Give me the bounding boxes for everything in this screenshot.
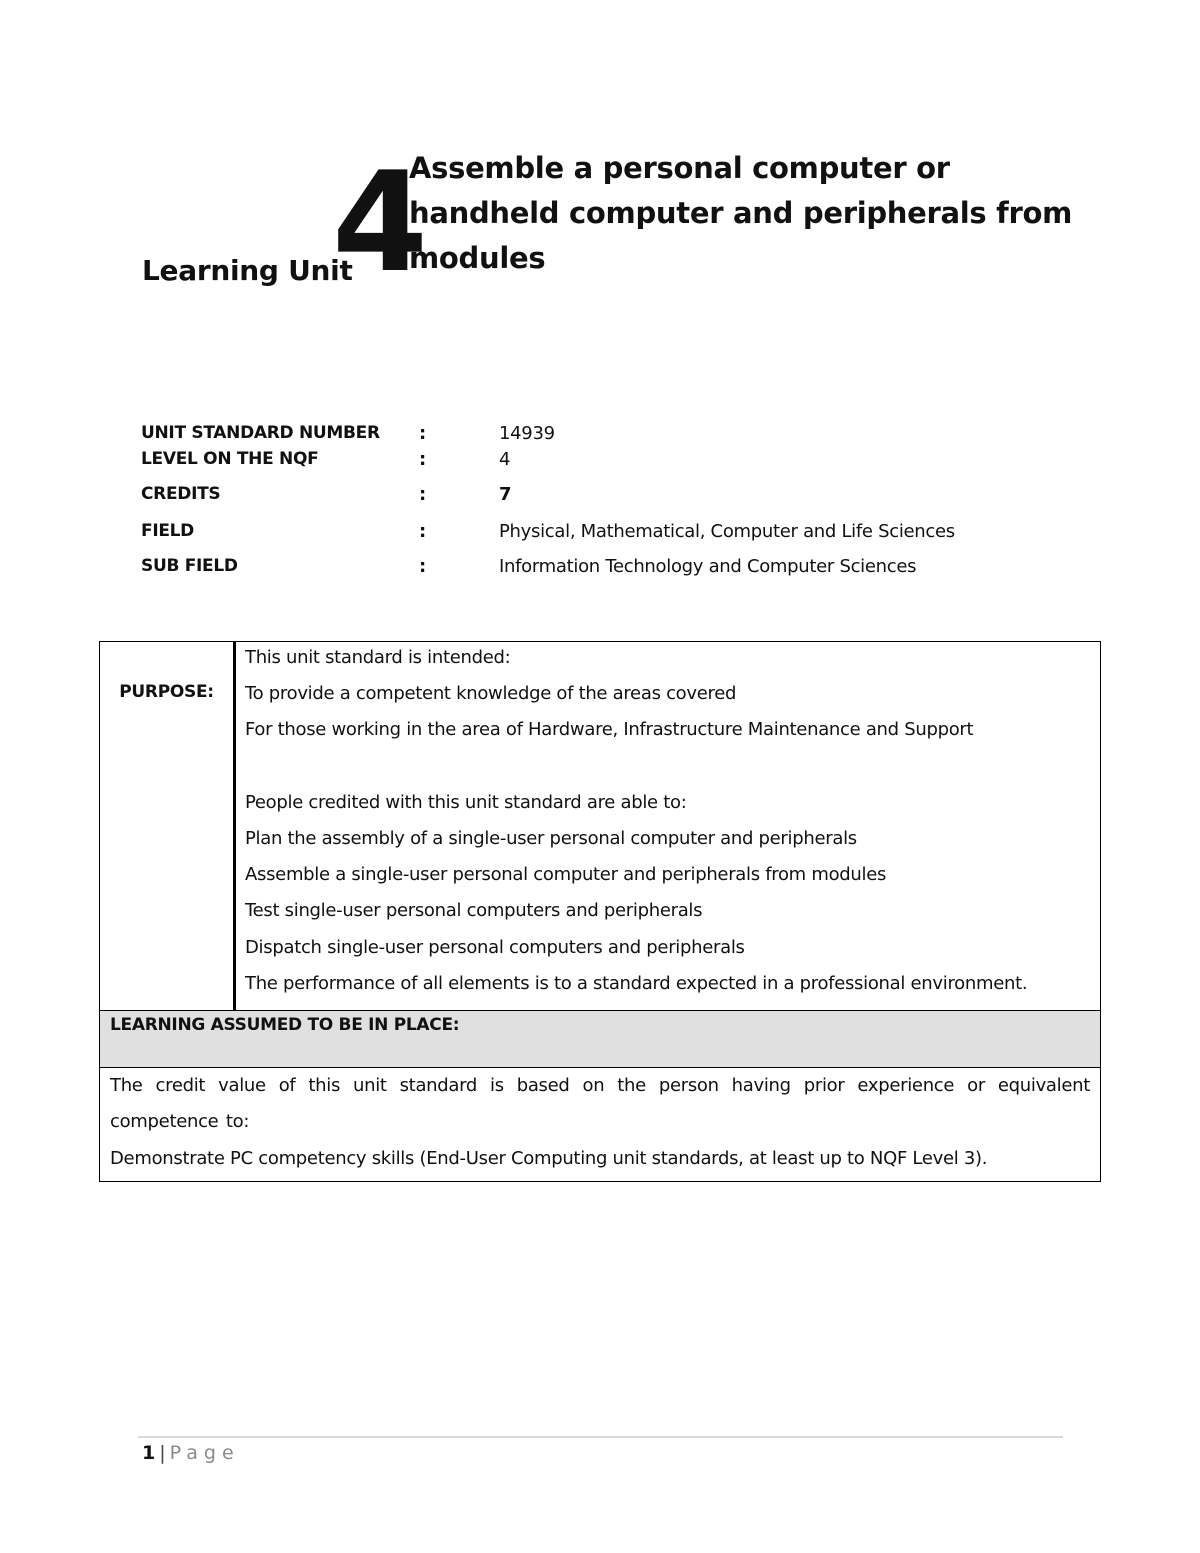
meta-key: CREDITS — [141, 484, 221, 504]
learning-assumed-paragraph: The credit value of this unit standard is based on the person having prior experience or equivalent competence to: — [110, 1074, 1090, 1133]
page-number: 1 — [142, 1442, 156, 1464]
purpose-line: This unit standard is intended: — [245, 647, 511, 668]
meta-colon: : — [419, 448, 427, 470]
meta-value: 14939 — [499, 422, 555, 444]
purpose-line: Dispatch single-user personal computers and peripherals — [245, 936, 745, 958]
purpose-label: PURPOSE: — [100, 642, 235, 1011]
meta-row-sub-field — [141, 546, 955, 586]
learning-assumed-header-row — [100, 1010, 1101, 1067]
purpose-line: People credited with this unit standard are able to: — [245, 791, 687, 813]
purpose-line: To provide a competent knowledge of the areas covered — [245, 683, 737, 705]
meta-value: 7 — [499, 483, 512, 505]
purpose-line: For those working in the area of Hardware, Infrastructure Maintenance and Support — [245, 719, 974, 741]
meta-colon: : — [419, 483, 427, 505]
page-footer — [142, 1442, 240, 1464]
footer-divider — [138, 1436, 1063, 1438]
learning-assumed-content-row — [100, 1067, 1101, 1182]
learning-unit-label: Learning Unit — [142, 254, 353, 287]
unit-standard-details — [141, 420, 955, 586]
learning-assumed-item: Demonstrate PC competency skills (End-User Computing unit standards, at least up to NQF Level 3). — [110, 1147, 988, 1169]
page-word: Page — [169, 1442, 240, 1464]
page-separator: | — [159, 1442, 166, 1464]
purpose-line: Test single-user personal computers and peripherals — [245, 900, 703, 922]
learning-unit-title: Assemble a personal computer or handheld computer and peripherals from modules — [409, 151, 1073, 275]
meta-key: SUB FIELD — [141, 556, 238, 576]
purpose-line: Plan the assembly of a single-user personal computer and peripherals — [245, 827, 857, 849]
purpose-content — [235, 642, 1101, 1011]
meta-key: LEVEL ON THE NQF — [141, 449, 319, 469]
meta-row-credits — [141, 472, 955, 516]
purpose-line-blank — [245, 753, 1092, 789]
unit-standard-table — [99, 641, 1101, 1182]
meta-row-field — [141, 516, 955, 546]
meta-row-unit-standard-number — [141, 420, 955, 446]
meta-row-level-on-nqf — [141, 446, 955, 472]
purpose-line: The performance of all elements is to a standard expected in a professional environment. — [245, 972, 1028, 994]
learning-assumed-heading: LEARNING ASSUMED TO BE IN PLACE: — [100, 1010, 1101, 1067]
meta-key: FIELD — [141, 521, 194, 541]
meta-colon: : — [419, 520, 427, 542]
meta-key: UNIT STANDARD NUMBER — [141, 423, 380, 443]
meta-colon: : — [419, 422, 427, 444]
meta-value: Information Technology and Computer Sciences — [499, 555, 917, 577]
learning-assumed-content — [100, 1067, 1101, 1182]
meta-colon: : — [419, 555, 427, 577]
meta-value: 4 — [499, 448, 511, 470]
learning-unit-number: 4 — [332, 142, 425, 303]
meta-value: Physical, Mathematical, Computer and Life Sciences — [499, 520, 955, 542]
learning-unit-header — [142, 140, 1082, 303]
purpose-line: Assemble a single-user personal computer and peripherals from modules — [245, 864, 887, 886]
purpose-row — [100, 642, 1101, 1011]
